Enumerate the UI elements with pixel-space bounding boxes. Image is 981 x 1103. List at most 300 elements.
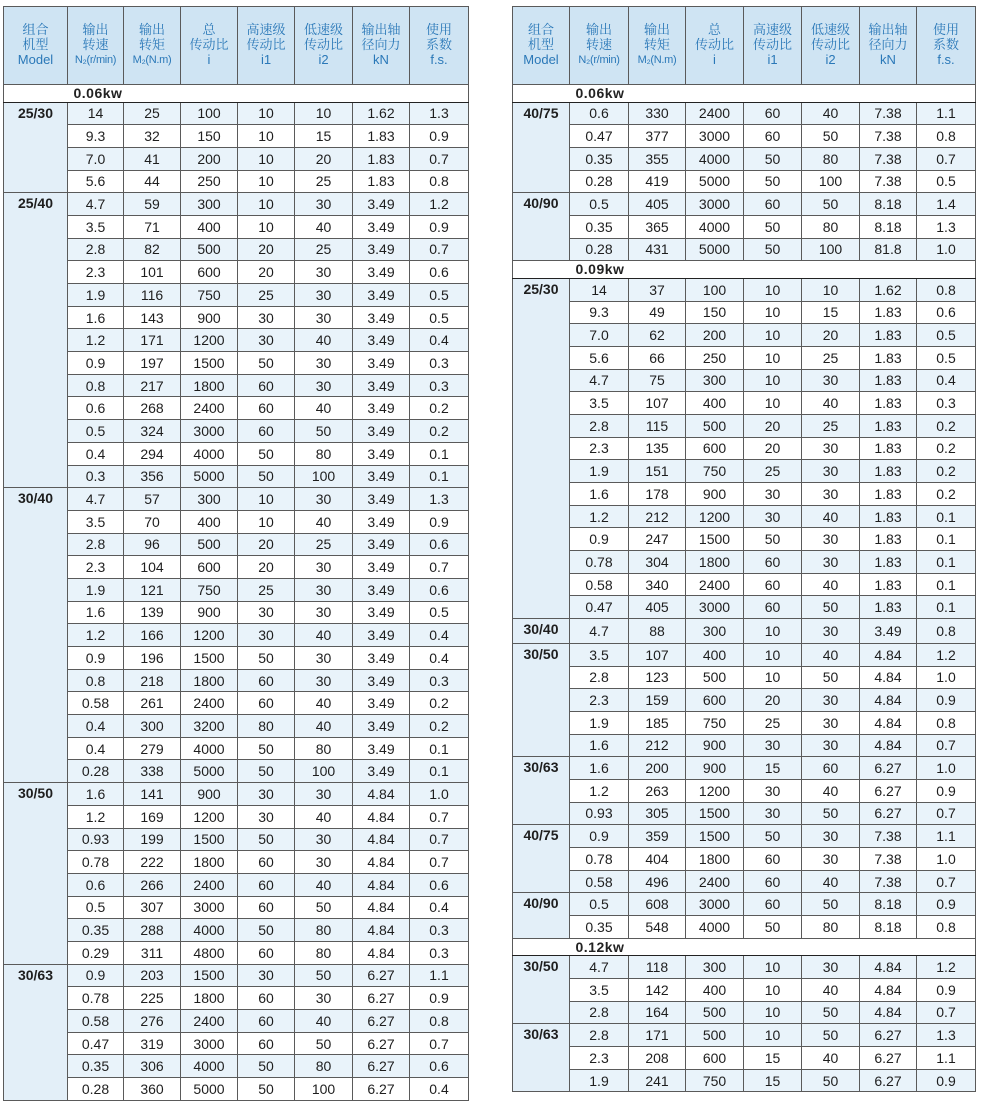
total-ratio-cell: 4800: [181, 941, 238, 964]
i2-cell: 40: [295, 510, 353, 533]
service-factor-cell: 1.3: [917, 1024, 976, 1047]
total-ratio-cell: 4000: [686, 215, 744, 238]
total-ratio-cell: 1800: [686, 551, 744, 574]
model-cell: 25/30: [4, 102, 68, 193]
total-ratio-cell: 900: [181, 601, 238, 624]
radial-load-cell: 6.27: [353, 1055, 410, 1078]
total-ratio-cell: 600: [181, 556, 238, 579]
output-torque-cell: 355: [629, 147, 686, 170]
table-row: [4, 170, 469, 193]
output-speed-cell: 14: [68, 102, 124, 125]
radial-load-cell: 6.27: [860, 802, 917, 825]
i1-cell: 10: [744, 278, 802, 301]
radial-load-cell: 4.84: [353, 896, 410, 919]
output-torque-cell: 263: [629, 779, 686, 802]
output-speed-cell: 0.35: [570, 215, 629, 238]
output-torque-cell: 548: [629, 916, 686, 939]
total-ratio-cell: 1200: [181, 329, 238, 352]
i1-cell: 60: [744, 870, 802, 893]
service-factor-cell: 0.6: [917, 301, 976, 324]
radial-load-cell: 3.49: [353, 692, 410, 715]
output-torque-cell: 82: [124, 238, 181, 261]
output-speed-cell: 2.3: [68, 261, 124, 284]
output-speed-cell: 0.4: [68, 442, 124, 465]
output-speed-cell: 0.78: [570, 848, 629, 871]
model-cell: 30/63: [4, 964, 68, 1100]
i1-cell: 25: [744, 711, 802, 734]
i2-cell: 80: [295, 919, 353, 942]
i1-cell: 10: [744, 369, 802, 392]
i1-cell: 60: [238, 851, 295, 874]
radial-load-cell: 1.83: [860, 346, 917, 369]
service-factor-cell: 0.3: [917, 392, 976, 415]
service-factor-cell: 1.2: [917, 956, 976, 979]
output-speed-cell: 0.93: [68, 828, 124, 851]
output-speed-cell: 1.2: [570, 505, 629, 528]
i2-cell: 80: [295, 1055, 353, 1078]
total-ratio-cell: 4000: [181, 1055, 238, 1078]
radial-load-cell: 3.49: [353, 601, 410, 624]
output-speed-cell: 2.8: [570, 666, 629, 689]
header-total-ratio: 总 传动比 i: [181, 7, 238, 85]
service-factor-cell: 1.2: [410, 193, 469, 216]
radial-load-cell: 1.83: [353, 170, 410, 193]
radial-load-cell: 7.38: [860, 102, 917, 125]
i1-cell: 60: [238, 987, 295, 1010]
i2-cell: 25: [295, 238, 353, 261]
service-factor-cell: 0.4: [410, 329, 469, 352]
i1-cell: 10: [744, 619, 802, 644]
output-speed-cell: 0.9: [68, 352, 124, 375]
output-torque-cell: 200: [629, 757, 686, 780]
radial-load-cell: 3.49: [353, 442, 410, 465]
service-factor-cell: 0.3: [410, 352, 469, 375]
i1-cell: 10: [744, 956, 802, 979]
output-torque-cell: 123: [629, 666, 686, 689]
header-low-speed-ratio: 低速级 传动比 i2: [802, 7, 860, 85]
i1-cell: 10: [238, 170, 295, 193]
table-row: [4, 941, 469, 964]
table-row: [4, 284, 469, 307]
table-row: [4, 533, 469, 556]
radial-load-cell: 4.84: [860, 734, 917, 757]
output-torque-cell: 142: [629, 978, 686, 1001]
output-speed-cell: 0.28: [68, 1078, 124, 1101]
output-torque-cell: 247: [629, 528, 686, 551]
header-radial-load: 输出轴 径向力 kN: [353, 7, 410, 85]
output-speed-cell: 2.8: [570, 1001, 629, 1024]
output-torque-cell: 169: [124, 805, 181, 828]
radial-load-cell: 3.49: [353, 306, 410, 329]
output-speed-cell: 1.2: [68, 624, 124, 647]
total-ratio-cell: 1500: [686, 802, 744, 825]
power-row-spacer: [513, 938, 570, 956]
i1-cell: 20: [238, 533, 295, 556]
table-row: [4, 465, 469, 488]
output-torque-cell: 49: [629, 301, 686, 324]
model-cell: 40/90: [513, 193, 570, 261]
i2-cell: 30: [295, 488, 353, 511]
total-ratio-cell: 300: [686, 619, 744, 644]
service-factor-cell: 0.9: [917, 893, 976, 916]
radial-load-cell: 7.38: [860, 870, 917, 893]
radial-load-cell: 1.62: [860, 278, 917, 301]
total-ratio-cell: 750: [686, 460, 744, 483]
service-factor-cell: 0.6: [410, 533, 469, 556]
header-low-speed-ratio: 低速级 传动比 i2: [295, 7, 353, 85]
total-ratio-cell: 4000: [686, 916, 744, 939]
total-ratio-cell: 300: [181, 193, 238, 216]
table-row: [4, 647, 469, 670]
header-output-speed: 输出 转速 N₂(r/min): [570, 7, 629, 85]
i1-cell: 60: [744, 596, 802, 619]
model-cell: 30/63: [513, 1024, 570, 1092]
service-factor-cell: 0.4: [410, 647, 469, 670]
i2-cell: 50: [802, 1001, 860, 1024]
output-torque-cell: 304: [629, 551, 686, 574]
output-torque-cell: 41: [124, 147, 181, 170]
i2-cell: 40: [295, 397, 353, 420]
i2-cell: 25: [802, 346, 860, 369]
i2-cell: 30: [802, 619, 860, 644]
total-ratio-cell: 1800: [181, 987, 238, 1010]
table-header: [4, 7, 469, 85]
i1-cell: 60: [238, 397, 295, 420]
total-ratio-cell: 1800: [181, 669, 238, 692]
output-speed-cell: 7.0: [570, 324, 629, 347]
total-ratio-cell: 2400: [181, 692, 238, 715]
i1-cell: 60: [238, 1010, 295, 1033]
service-factor-cell: 0.2: [917, 483, 976, 506]
i1-cell: 10: [744, 392, 802, 415]
radial-load-cell: 3.49: [353, 624, 410, 647]
total-ratio-cell: 3200: [181, 715, 238, 738]
output-speed-cell: 4.7: [570, 619, 629, 644]
table-row: [4, 737, 469, 760]
power-row-spacer: [4, 85, 68, 103]
i2-cell: 30: [295, 783, 353, 806]
service-factor-cell: 0.1: [917, 528, 976, 551]
output-torque-cell: 107: [629, 643, 686, 666]
i2-cell: 50: [295, 420, 353, 443]
radial-load-cell: 7.38: [860, 147, 917, 170]
table-row: [513, 978, 976, 1001]
output-torque-cell: 359: [629, 825, 686, 848]
table-row: [4, 329, 469, 352]
service-factor-cell: 1.1: [917, 102, 976, 125]
total-ratio-cell: 300: [686, 956, 744, 979]
i2-cell: 30: [295, 669, 353, 692]
table-row: [513, 870, 976, 893]
output-speed-cell: 0.6: [68, 397, 124, 420]
i2-cell: 60: [802, 757, 860, 780]
i1-cell: 50: [744, 825, 802, 848]
total-ratio-cell: 5000: [181, 1078, 238, 1101]
i2-cell: 50: [802, 666, 860, 689]
total-ratio-cell: 150: [686, 301, 744, 324]
table-row: [513, 238, 976, 261]
output-speed-cell: 3.5: [570, 392, 629, 415]
table-row: [4, 125, 469, 148]
radial-load-cell: 1.83: [860, 573, 917, 596]
service-factor-cell: 0.7: [410, 805, 469, 828]
model-cell: 40/75: [513, 825, 570, 893]
total-ratio-cell: 400: [686, 643, 744, 666]
table-row: [4, 783, 469, 806]
radial-load-cell: 4.84: [860, 689, 917, 712]
output-torque-cell: 324: [124, 420, 181, 443]
output-speed-cell: 0.4: [68, 715, 124, 738]
output-speed-cell: 0.58: [68, 692, 124, 715]
radial-load-cell: 3.49: [353, 510, 410, 533]
radial-load-cell: 1.83: [860, 392, 917, 415]
i2-cell: 20: [802, 324, 860, 347]
radial-load-cell: 6.27: [353, 1078, 410, 1101]
output-torque-cell: 218: [124, 669, 181, 692]
radial-load-cell: 4.84: [353, 805, 410, 828]
output-torque-cell: 115: [629, 414, 686, 437]
output-torque-cell: 212: [629, 505, 686, 528]
i1-cell: 30: [744, 505, 802, 528]
total-ratio-cell: 4000: [181, 442, 238, 465]
output-torque-cell: 279: [124, 737, 181, 760]
i2-cell: 30: [802, 848, 860, 871]
power-row: [513, 938, 976, 956]
service-factor-cell: 0.5: [410, 306, 469, 329]
i1-cell: 15: [744, 1047, 802, 1070]
output-torque-cell: 276: [124, 1010, 181, 1033]
output-torque-cell: 365: [629, 215, 686, 238]
radial-load-cell: 3.49: [353, 578, 410, 601]
output-speed-cell: 2.8: [570, 1024, 629, 1047]
total-ratio-cell: 750: [181, 578, 238, 601]
i2-cell: 40: [802, 779, 860, 802]
table-row: [4, 964, 469, 987]
table-row: [4, 828, 469, 851]
i2-cell: 30: [802, 825, 860, 848]
output-speed-cell: 7.0: [68, 147, 124, 170]
i2-cell: 50: [802, 596, 860, 619]
table-row: [4, 193, 469, 216]
i2-cell: 30: [802, 437, 860, 460]
output-speed-cell: 2.3: [570, 437, 629, 460]
table-row: [4, 578, 469, 601]
output-torque-cell: 121: [124, 578, 181, 601]
total-ratio-cell: 100: [181, 102, 238, 125]
table-row: [4, 692, 469, 715]
radial-load-cell: 3.49: [353, 329, 410, 352]
table-row: [513, 346, 976, 369]
total-ratio-cell: 400: [181, 510, 238, 533]
output-speed-cell: 0.93: [570, 802, 629, 825]
service-factor-cell: 0.9: [410, 215, 469, 238]
service-factor-cell: 1.3: [917, 215, 976, 238]
i2-cell: 100: [295, 465, 353, 488]
output-speed-cell: 4.7: [570, 369, 629, 392]
i2-cell: 15: [295, 125, 353, 148]
output-torque-cell: 225: [124, 987, 181, 1010]
service-factor-cell: 0.8: [917, 619, 976, 644]
radial-load-cell: 4.84: [860, 1001, 917, 1024]
i2-cell: 30: [802, 551, 860, 574]
service-factor-cell: 0.7: [917, 147, 976, 170]
header-output-speed: 输出 转速 N₂(r/min): [68, 7, 124, 85]
service-factor-cell: 0.2: [410, 397, 469, 420]
output-speed-cell: 1.6: [570, 734, 629, 757]
i2-cell: 30: [802, 711, 860, 734]
output-speed-cell: 1.2: [570, 779, 629, 802]
i2-cell: 30: [802, 528, 860, 551]
service-factor-cell: 0.3: [410, 941, 469, 964]
output-torque-cell: 405: [629, 193, 686, 216]
i2-cell: 100: [802, 238, 860, 261]
output-torque-cell: 164: [629, 1001, 686, 1024]
output-torque-cell: 203: [124, 964, 181, 987]
output-speed-cell: 2.8: [570, 414, 629, 437]
service-factor-cell: 0.2: [410, 420, 469, 443]
table-row: [4, 760, 469, 783]
service-factor-cell: 0.5: [410, 601, 469, 624]
radial-load-cell: 4.84: [353, 828, 410, 851]
output-speed-cell: 2.8: [68, 533, 124, 556]
total-ratio-cell: 1200: [181, 624, 238, 647]
total-ratio-cell: 600: [686, 1047, 744, 1070]
table-row: [4, 1055, 469, 1078]
total-ratio-cell: 750: [686, 711, 744, 734]
table-row: [513, 893, 976, 916]
i2-cell: 40: [295, 1010, 353, 1033]
total-ratio-cell: 3000: [181, 420, 238, 443]
output-torque-cell: 377: [629, 125, 686, 148]
radial-load-cell: 3.49: [353, 715, 410, 738]
i1-cell: 30: [238, 329, 295, 352]
total-ratio-cell: 900: [686, 734, 744, 757]
radial-load-cell: 1.83: [860, 324, 917, 347]
output-torque-cell: 171: [124, 329, 181, 352]
output-torque-cell: 356: [124, 465, 181, 488]
i2-cell: 30: [295, 261, 353, 284]
output-torque-cell: 104: [124, 556, 181, 579]
i2-cell: 50: [295, 896, 353, 919]
radial-load-cell: 6.27: [860, 1047, 917, 1070]
total-ratio-cell: 4000: [686, 147, 744, 170]
i2-cell: 30: [295, 987, 353, 1010]
table-row: [4, 442, 469, 465]
power-rating-label: 0.06kw: [68, 85, 469, 103]
header-service-factor: 使用 系数 f.s.: [917, 7, 976, 85]
output-speed-cell: 3.5: [570, 978, 629, 1001]
i2-cell: 50: [802, 193, 860, 216]
i1-cell: 10: [744, 666, 802, 689]
i2-cell: 80: [802, 916, 860, 939]
i1-cell: 10: [238, 488, 295, 511]
service-factor-cell: 0.8: [917, 711, 976, 734]
radial-load-cell: 1.83: [860, 437, 917, 460]
output-speed-cell: 4.7: [68, 488, 124, 511]
i2-cell: 80: [295, 442, 353, 465]
service-factor-cell: 1.3: [410, 488, 469, 511]
service-factor-cell: 0.7: [410, 556, 469, 579]
table-body: [513, 85, 976, 1092]
radial-load-cell: 3.49: [353, 284, 410, 307]
output-speed-cell: 0.5: [68, 420, 124, 443]
radial-load-cell: 7.38: [860, 825, 917, 848]
i2-cell: 40: [295, 715, 353, 738]
output-speed-cell: 1.2: [68, 805, 124, 828]
i1-cell: 50: [238, 465, 295, 488]
table-row: [513, 460, 976, 483]
table-row: [4, 669, 469, 692]
i2-cell: 30: [802, 689, 860, 712]
i2-cell: 30: [802, 956, 860, 979]
output-torque-cell: 116: [124, 284, 181, 307]
i1-cell: 50: [744, 170, 802, 193]
i2-cell: 50: [802, 1024, 860, 1047]
i1-cell: 60: [238, 896, 295, 919]
i1-cell: 10: [744, 1001, 802, 1024]
output-speed-cell: 2.3: [570, 1047, 629, 1070]
i1-cell: 50: [238, 352, 295, 375]
i1-cell: 10: [744, 324, 802, 347]
service-factor-cell: 0.1: [410, 737, 469, 760]
table-row: [513, 528, 976, 551]
i1-cell: 60: [744, 573, 802, 596]
i1-cell: 60: [238, 374, 295, 397]
i1-cell: 30: [744, 779, 802, 802]
radial-load-cell: 3.49: [353, 737, 410, 760]
i2-cell: 15: [802, 301, 860, 324]
total-ratio-cell: 300: [181, 488, 238, 511]
header-service-factor: 使用 系数 f.s.: [410, 7, 469, 85]
i1-cell: 50: [744, 215, 802, 238]
i2-cell: 80: [802, 147, 860, 170]
table-row: [513, 369, 976, 392]
service-factor-cell: 0.3: [410, 919, 469, 942]
header-radial-load: 输出轴 径向力 kN: [860, 7, 917, 85]
output-speed-cell: 1.9: [68, 284, 124, 307]
table-row: [513, 392, 976, 415]
table-row: [513, 1047, 976, 1070]
output-torque-cell: 197: [124, 352, 181, 375]
radial-load-cell: 3.49: [353, 397, 410, 420]
total-ratio-cell: 1500: [686, 825, 744, 848]
table-row: [4, 147, 469, 170]
table-row: [4, 420, 469, 443]
output-speed-cell: 0.6: [570, 102, 629, 125]
i1-cell: 10: [744, 346, 802, 369]
table-row: [513, 802, 976, 825]
total-ratio-cell: 1800: [181, 851, 238, 874]
total-ratio-cell: 400: [181, 215, 238, 238]
i2-cell: 20: [295, 147, 353, 170]
output-speed-cell: 0.78: [68, 851, 124, 874]
output-speed-cell: 0.9: [570, 825, 629, 848]
total-ratio-cell: 5000: [686, 238, 744, 261]
output-speed-cell: 1.6: [570, 757, 629, 780]
table-row: [513, 573, 976, 596]
i1-cell: 20: [238, 556, 295, 579]
output-torque-cell: 37: [629, 278, 686, 301]
output-torque-cell: 75: [629, 369, 686, 392]
service-factor-cell: 0.8: [917, 125, 976, 148]
output-torque-cell: 185: [629, 711, 686, 734]
service-factor-cell: 0.6: [410, 261, 469, 284]
radial-load-cell: 4.84: [353, 851, 410, 874]
i1-cell: 30: [744, 483, 802, 506]
output-speed-cell: 0.3: [68, 465, 124, 488]
radial-load-cell: 1.83: [860, 528, 917, 551]
table-row: [513, 301, 976, 324]
